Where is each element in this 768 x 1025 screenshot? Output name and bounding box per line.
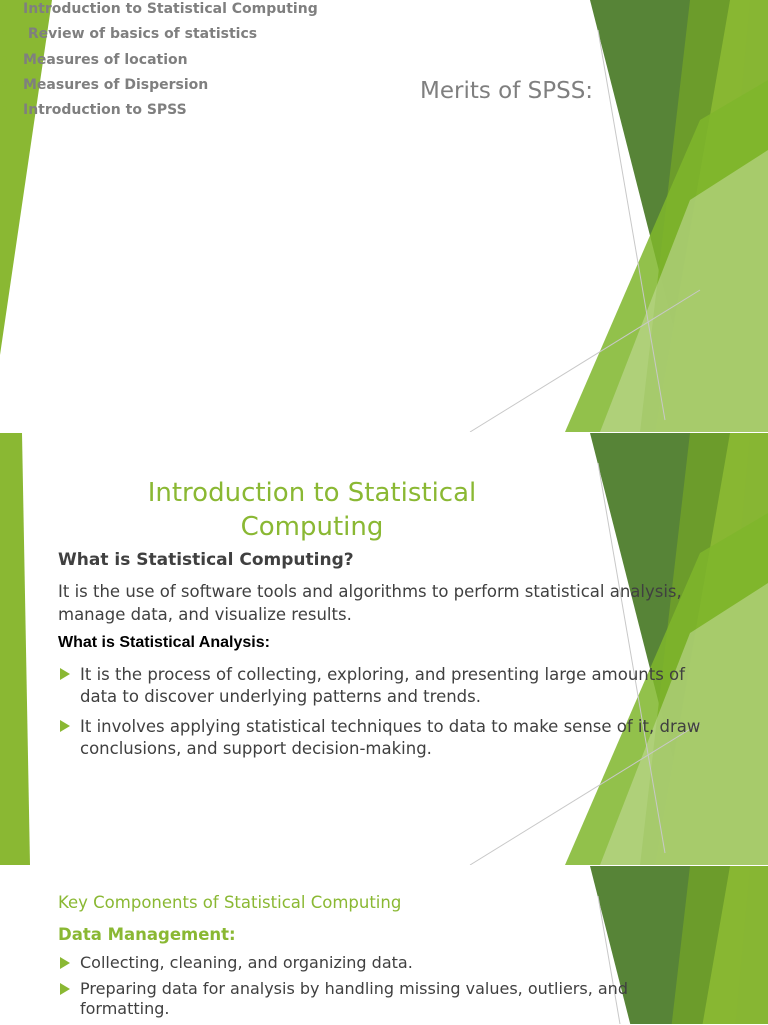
list-item-text: Preparing data for analysis by handling missing values, outliers, and formatting. (80, 979, 628, 1018)
arrow-bullet-icon (60, 668, 70, 680)
list-item-label: Measures of Dispersion (23, 76, 209, 93)
slide-title: Merits of SPSS: (420, 78, 594, 104)
list-item-label: Review of basics of statistics (23, 26, 258, 43)
list-item (58, 716, 708, 760)
list-item (58, 953, 708, 973)
arrow-bullet-icon (60, 983, 70, 995)
section-subheading: What is Statistical Computing? (58, 550, 354, 570)
bullet-icon: • (0, 26, 9, 43)
list-item (0, 76, 420, 101)
data-management-bullet-list (58, 953, 708, 1025)
list-item (0, 0, 420, 25)
list-item (0, 25, 420, 50)
slide-1 (0, 0, 768, 432)
bullet-icon: • (0, 51, 9, 68)
slide-title: Introduction to Statistical Computing (147, 478, 477, 542)
arrow-bullet-icon (60, 957, 70, 969)
analysis-bullet-list (58, 664, 708, 768)
bullet-icon: • (0, 102, 9, 119)
bullet-icon: • (0, 1, 9, 17)
list-item-label: Introduction to SPSS (23, 102, 187, 119)
definition-paragraph: It is the use of software tools and algorithms to perform statistical analysis, manage data, and visualize results. (58, 582, 682, 624)
list-item-text: It involves applying statistical techniques to data to make sense of it, draw conclusions, and support decision-making. (80, 717, 701, 758)
topic-list (0, 0, 420, 126)
list-item-label: Introduction to Statistical Computing (23, 1, 318, 17)
list-item-text: Collecting, cleaning, and organizing data. (80, 953, 413, 972)
list-item-label: Measures of location (23, 51, 188, 68)
list-item (58, 979, 708, 1019)
slide-title: Key Components of Statistical Computing (58, 893, 402, 912)
section-heading: What is Statistical Analysis: (58, 634, 270, 651)
list-item (0, 51, 420, 76)
list-item (0, 101, 420, 126)
list-item-text: It is the process of collecting, exploring, and presenting large amounts of data to discover underlying patterns and trends. (80, 665, 685, 706)
bullet-icon: • (0, 76, 9, 93)
list-item (58, 664, 708, 708)
arrow-bullet-icon (60, 720, 70, 732)
section-heading: Data Management: (58, 925, 236, 944)
